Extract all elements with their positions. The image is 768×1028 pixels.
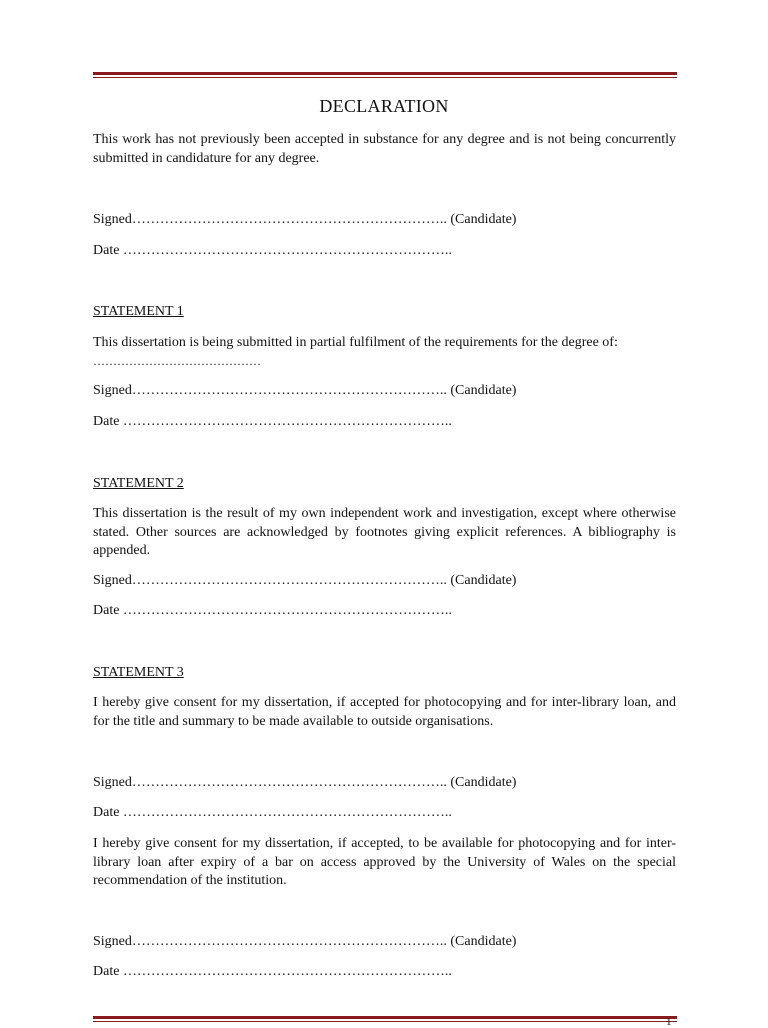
footer-rule-thin [93, 1021, 677, 1022]
date-line: Date …………………………………………………………….. [93, 243, 452, 258]
signed-line: Signed………………………………………………………….. (Candidate) [93, 212, 517, 227]
statement-2-text: This dissertation is the result of my own independent work and investigation, except where otherwise stated. Other sources are acknowledged by footnotes giving explicit references. A bibliography is appended. [93, 506, 676, 558]
signed-line: Signed………………………………………………………….. (Candidate) [93, 934, 517, 949]
header-rule-thin [93, 77, 677, 78]
date-line: Date …………………………………………………………….. [93, 414, 452, 429]
date-line: Date …………………………………………………………….. [93, 603, 452, 618]
statement-3-text: I hereby give consent for my dissertation, if accepted for photocopying and for inter-library loan, and for the title and summary to be made available to outside organisations. [93, 695, 676, 729]
statement-2-heading: STATEMENT 2 [93, 476, 184, 491]
statement-1-heading: STATEMENT 1 [93, 304, 184, 319]
page-title: DECLARATION [319, 96, 449, 116]
declaration-text: This work has not previously been accepted in substance for any degree and is not being concurrently submitted in candidature for any degree. [93, 132, 676, 166]
signed-line: Signed………………………………………………………….. (Candidate) [93, 573, 517, 588]
degree-blank: …………………………………… [93, 354, 261, 368]
signed-line: Signed………………………………………………………….. (Candidate) [93, 775, 517, 790]
date-line: Date …………………………………………………………….. [93, 964, 452, 979]
statement-1-text: This dissertation is being submitted in partial fulfilment of the requirements for the degree of: [93, 335, 618, 350]
header-rule [93, 72, 677, 75]
date-line: Date …………………………………………………………….. [93, 805, 452, 820]
page-number: 1 [666, 1016, 672, 1028]
statement-3-heading: STATEMENT 3 [93, 665, 184, 680]
signed-line: Signed………………………………………………………….. (Candidate) [93, 383, 517, 398]
footer-rule [93, 1016, 677, 1019]
statement-3-text-2: I hereby give consent for my dissertation, if accepted, to be available for photocopying and for inter-library loan after expiry of a bar on access approved by the University of Wales on the special recommendation of the institution. [93, 836, 676, 888]
